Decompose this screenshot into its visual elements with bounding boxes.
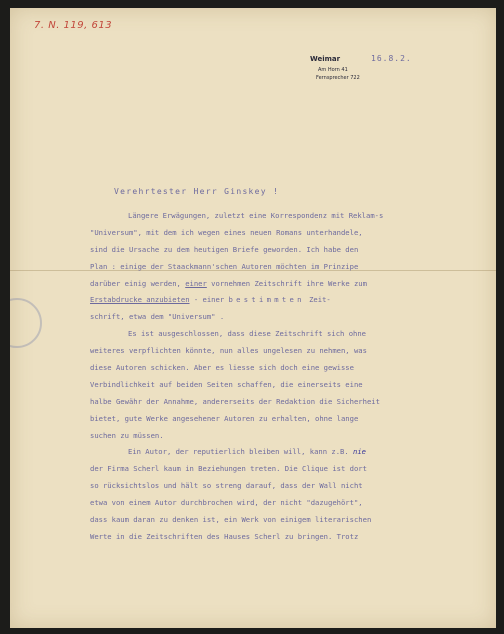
text-fragment: vornehmen Zeitschrift ihre Werke zum xyxy=(206,278,367,288)
letterhead-phone: Fernsprecher 722 xyxy=(316,75,360,81)
embossed-seal xyxy=(10,298,42,348)
underlined-word: einer xyxy=(185,278,207,288)
letter-date: 16.8.2. xyxy=(371,54,412,63)
text-line: diese Autoren schicken. Aber es liesse sich doch eine gewisse xyxy=(90,363,354,373)
text-fragment: - einer xyxy=(189,295,229,305)
text-line: schrift, etwa dem "Universum" . xyxy=(90,312,225,322)
text-line xyxy=(90,444,470,461)
text-line xyxy=(90,276,470,293)
text-line: suchen zu müssen. xyxy=(90,430,164,440)
underlined-phrase: Erstabdrucke anzubieten xyxy=(90,295,190,305)
letterhead-street: Am Horn 41 xyxy=(318,67,348,73)
text-line: etwa von einem Autor durchbrochen wird, der nicht "dazugehört", xyxy=(90,498,363,508)
text-line: Werte in die Zeitschriften des Hauses Scherl zu bringen. Trotz xyxy=(90,531,359,541)
text-line xyxy=(90,292,470,309)
letter-body xyxy=(90,208,470,546)
archive-number: 7. N. 119, 613 xyxy=(34,20,113,31)
text-line: der Firma Scherl kaum in Beziehungen treten. Die Clique ist dort xyxy=(90,464,367,474)
handwritten-correction: nie xyxy=(353,447,367,457)
text-line: weiteres verpflichten könnte, nun alles ungelesen zu nehmen, was xyxy=(90,346,367,356)
text-fragment: Ein Autor, der reputierlich bleiben will, kann z.B. xyxy=(128,447,354,457)
letterhead-place: Weimar xyxy=(310,55,341,63)
text-line: sind die Ursache zu dem heutigen Briefe geworden. Ich habe den xyxy=(90,244,359,254)
spaced-word: bestimmten xyxy=(228,295,305,305)
letter-page xyxy=(10,8,496,628)
text-fragment: Zeit- xyxy=(304,295,331,305)
text-line: dass kaum daran zu denken ist, ein Werk von einigem literarischen xyxy=(90,515,372,525)
text-line: Längere Erwägungen, zuletzt eine Korrespondenz mit Reklam-s xyxy=(128,211,384,220)
text-line: so rücksichtslos und hält so streng darauf, dass der Wall nicht xyxy=(90,481,363,491)
text-line: "Universum", mit dem ich wegen eines neuen Romans unterhandele, xyxy=(90,227,363,237)
text-line: bietet, gute Werke angesehener Autoren zu erhalten, ohne lange xyxy=(90,413,359,423)
text-line: Es ist ausgeschlossen, dass diese Zeitschrift sich ohne xyxy=(128,329,366,339)
text-line: Plan : einige der Staackmann'schen Autoren möchten im Prinzipe xyxy=(90,261,359,271)
text-fragment: darüber einig werden, xyxy=(90,278,186,288)
salutation: Verehrtester Herr Ginskey ! xyxy=(114,187,280,196)
text-line: Verbindlichkeit auf beiden Seiten schaffen, die einerseits eine xyxy=(90,379,363,389)
text-line: halbe Gewähr der Annahme, andererseits der Redaktion die Sicherheit xyxy=(90,396,380,406)
